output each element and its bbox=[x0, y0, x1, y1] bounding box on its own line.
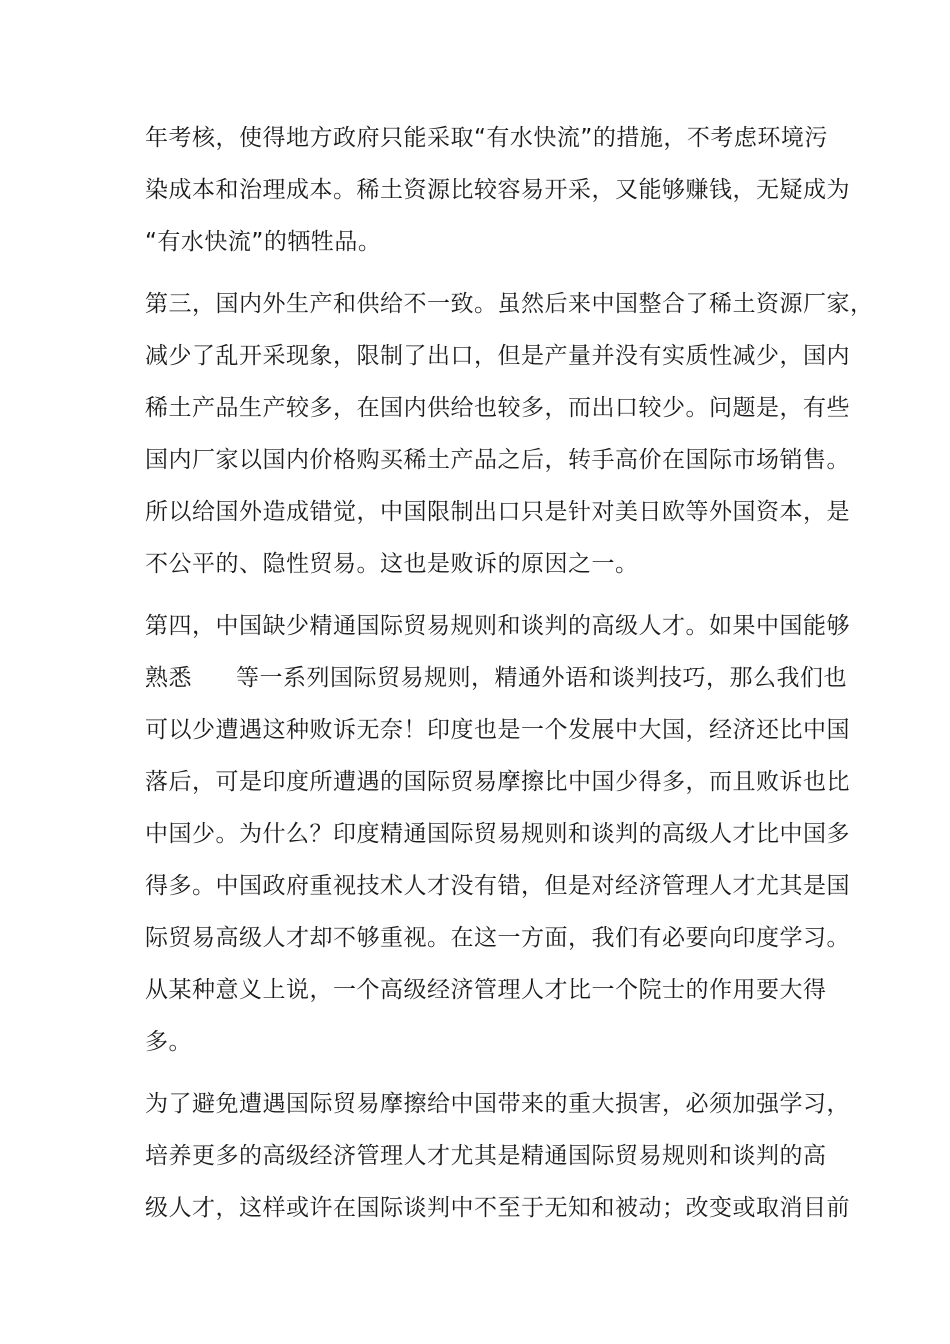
text-line: 年考核，使得地方政府只能采取“有水快流”的措施，不考虑环境污 bbox=[145, 125, 828, 151]
paragraph-2 bbox=[145, 278, 874, 590]
text-line-with-gap bbox=[145, 652, 847, 704]
text-line: 级人才，这样或许在国际谈判中不至于无知和被动；改变或取消目前 bbox=[145, 1195, 850, 1221]
text-line: 际贸易高级人才却不够重视。在这一方面，我们有必要向印度学习。 bbox=[145, 925, 850, 951]
text-line: 可以少遭遇这种败诉无奈！印度也是一个发展中大国，经济还比中国 bbox=[145, 717, 850, 743]
text-line: 第三，国内外生产和供给不一致。虽然后来中国整合了稀土资源厂家， bbox=[145, 291, 874, 317]
text-line: 国内厂家以国内价格购买稀土产品之后，转手高价在国际市场销售。 bbox=[145, 447, 850, 473]
text-line: 从某种意义上说，一个高级经济管理人才比一个院士的作用要大得 bbox=[145, 977, 827, 1003]
text-line: 落后，可是印度所遭遇的国际贸易摩擦比中国少得多，而且败诉也比 bbox=[145, 769, 850, 795]
paragraph-1 bbox=[145, 112, 850, 268]
text-fragment: 等一系列国际贸易规则，精通外语和谈判技巧，那么我们也 bbox=[236, 665, 847, 691]
text-line: 所以给国外造成错觉，中国限制出口只是针对美日欧等外国资本，是 bbox=[145, 499, 850, 525]
text-line: 第四，中国缺少精通国际贸易规则和谈判的高级人才。如果中国能够 bbox=[145, 613, 850, 639]
text-line: 减少了乱开采现象，限制了出口，但是产量并没有实质性减少，国内 bbox=[145, 343, 850, 369]
paragraph-3 bbox=[145, 600, 850, 1068]
text-line: “有水快流”的牺牲品。 bbox=[145, 229, 382, 255]
text-line: 稀土产品生产较多，在国内供给也较多，而出口较少。问题是，有些 bbox=[145, 395, 850, 421]
paragraph-4 bbox=[145, 1078, 850, 1234]
text-line: 不公平的、隐性贸易。这也是败诉的原因之一。 bbox=[145, 551, 639, 577]
text-line: 中国少。为什么？印度精通国际贸易规则和谈判的高级人才比中国多 bbox=[145, 821, 850, 847]
text-line: 染成本和治理成本。稀土资源比较容易开采，又能够赚钱，无疑成为 bbox=[145, 177, 850, 203]
text-line: 培养更多的高级经济管理人才尤其是精通国际贸易规则和谈判的高 bbox=[145, 1143, 827, 1169]
text-line: 为了避免遭遇国际贸易摩擦给中国带来的重大损害，必须加强学习， bbox=[145, 1091, 850, 1117]
text-line: 多。 bbox=[145, 1029, 192, 1055]
text-line: 得多。中国政府重视技术人才没有错，但是对经济管理人才尤其是国 bbox=[145, 873, 850, 899]
document-body bbox=[145, 112, 874, 1244]
text-fragment: 熟悉 bbox=[145, 665, 192, 691]
